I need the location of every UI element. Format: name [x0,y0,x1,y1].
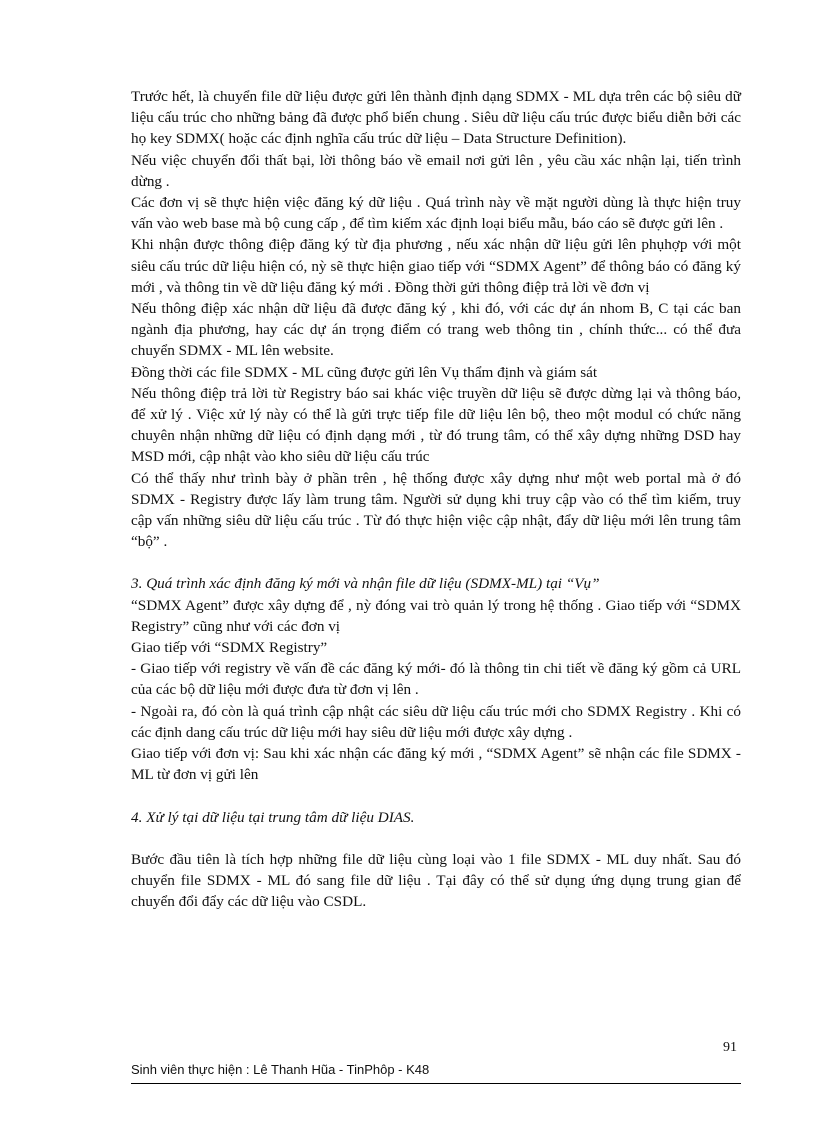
paragraph-3: Các đơn vị sẽ thực hiện việc đăng ký dữ liệu . Quá trình này về mặt người dùng là thực hiện truy vấn vào web base mà bộ cung cấp , để tìm kiếm xác định loại biểu mẫu, báo cáo sẽ được gửi lên . [131,194,741,233]
page-footer: Sinh viên thực hiện : Lê Thanh Hũa - TinPhôp - K48 [131,1062,430,1077]
section-3-paragraph-2: Giao tiếp với “SDMX Registry” [131,639,328,657]
section-3-bullet-2: - Ngoài ra, đó còn là quá trình cập nhật các siêu dữ liệu cấu trúc mới cho SDMX Registry . Khi có các định dang cấu trúc dữ liệu mới hay siêu dữ liệu mới được xây dựng . [131,702,741,741]
section-4-heading: 4. Xử lý tại dữ liệu tại trung tâm dữ liệu DIAS. [131,808,415,826]
paragraph-6: Đồng thời các file SDMX - ML cũng được gửi lên Vụ thẩm định và giám sát [131,363,598,381]
section-3-bullet-1: - Giao tiếp với registry về vấn đề các đăng ký mới- đó là thông tin chi tiết về đăng ký gồm cả URL của các bộ dữ liệu mới được đưa từ đơn vị lên . [131,660,741,699]
footer-rule [131,1083,741,1084]
section-3-heading: 3. Quá trình xác định đăng ký mới và nhận file dữ liệu (SDMX-ML) tại “Vụ” [131,575,600,593]
section-4-paragraph-1: Bước đầu tiên là tích hợp những file dữ liệu cùng loại vào 1 file SDMX - ML duy nhất. Sau đó chuyển file SDMX - ML đó sang file dữ liệu . Tại đây có thể sử dụng ứng dụng trung gian để chuyển đổi đẩy các dữ liệu vào CSDL. [131,850,741,911]
body-text [131,86,741,912]
paragraph-1: Trước hết, là chuyển file dữ liệu được gửi lên thành định dạng SDMX - ML dựa trên các bộ siêu dữ liệu cấu trúc cho những bảng đã được phổ biến chung . Siêu dữ liệu cấu trúc được biểu diễn bởi các họ key SDMX( hoặc các định nghĩa cấu trúc dữ liệu – Data Structure Definition). [131,88,741,148]
section-3-paragraph-3: Giao tiếp với đơn vị: Sau khi xác nhận các đăng ký mới , “SDMX Agent” sẽ nhận các file SDMX - ML từ đơn vị gửi lên [131,745,741,784]
paragraph-8: Có thể thấy như trình bày ở phần trên , hệ thống được xây dựng như một web portal mà ở đó SDMX - Registry được lấy làm trung tâm. Người sử dụng khi truy cập vào có thể tìm kiếm, truy cập vấn những siêu dữ liệu cấu trúc . Từ đó thực hiện việc cập nhật, đẩy dữ liệu mới lên trung tâm “bộ” . [131,469,741,551]
paragraph-4: Khi nhận được thông điệp đăng ký từ địa phương , nếu xác nhận dữ liệu gửi lên phụhợp với một siêu cấu trúc dữ liệu hiện có, nỳ sẽ thực hiện giao tiếp với “SDMX Agent” để thông báo có đăng ký mới , và thông tin về dữ liệu đăng ký mới . Đồng thời gửi thông điệp trả lời về đơn vị [131,236,741,296]
section-3-paragraph-1: “SDMX Agent” được xây dựng để , nỳ đóng vai trò quản lý trong hệ thống . Giao tiếp với “SDMX Registry” cũng như với các đơn vị [131,596,741,635]
page-number: 91 [723,1040,737,1055]
paragraph-7: Nếu thông điệp trả lời từ Registry báo sai khác việc truyền dữ liệu sẽ được dừng lại và thông báo, để xử lý . Việc xử lý này có thể là gửi trực tiếp file dữ liệu lên bộ, theo một modul có chức năng chuyên nhận những dữ liệu có định dạng mới , từ đó trung tâm, có thể xây dựng những DSD hay MSD mới, cập nhật vào kho siêu dữ liệu cấu trúc [131,384,741,466]
paragraph-2: Nếu việc chuyển đổi thất bại, lời thông báo về email nơi gửi lên , yêu cầu xác nhận lại, tiến trình dừng . [131,151,741,190]
paragraph-5: Nếu thông điệp xác nhận dữ liệu đã được đăng ký , khi đó, với các dự án nhom B, C tại các ban ngành địa phương, hay các dự án trọng điểm có trang web thông tin , chính thức... có thể đưa chuyển SDMX - ML lên website. [131,300,741,360]
